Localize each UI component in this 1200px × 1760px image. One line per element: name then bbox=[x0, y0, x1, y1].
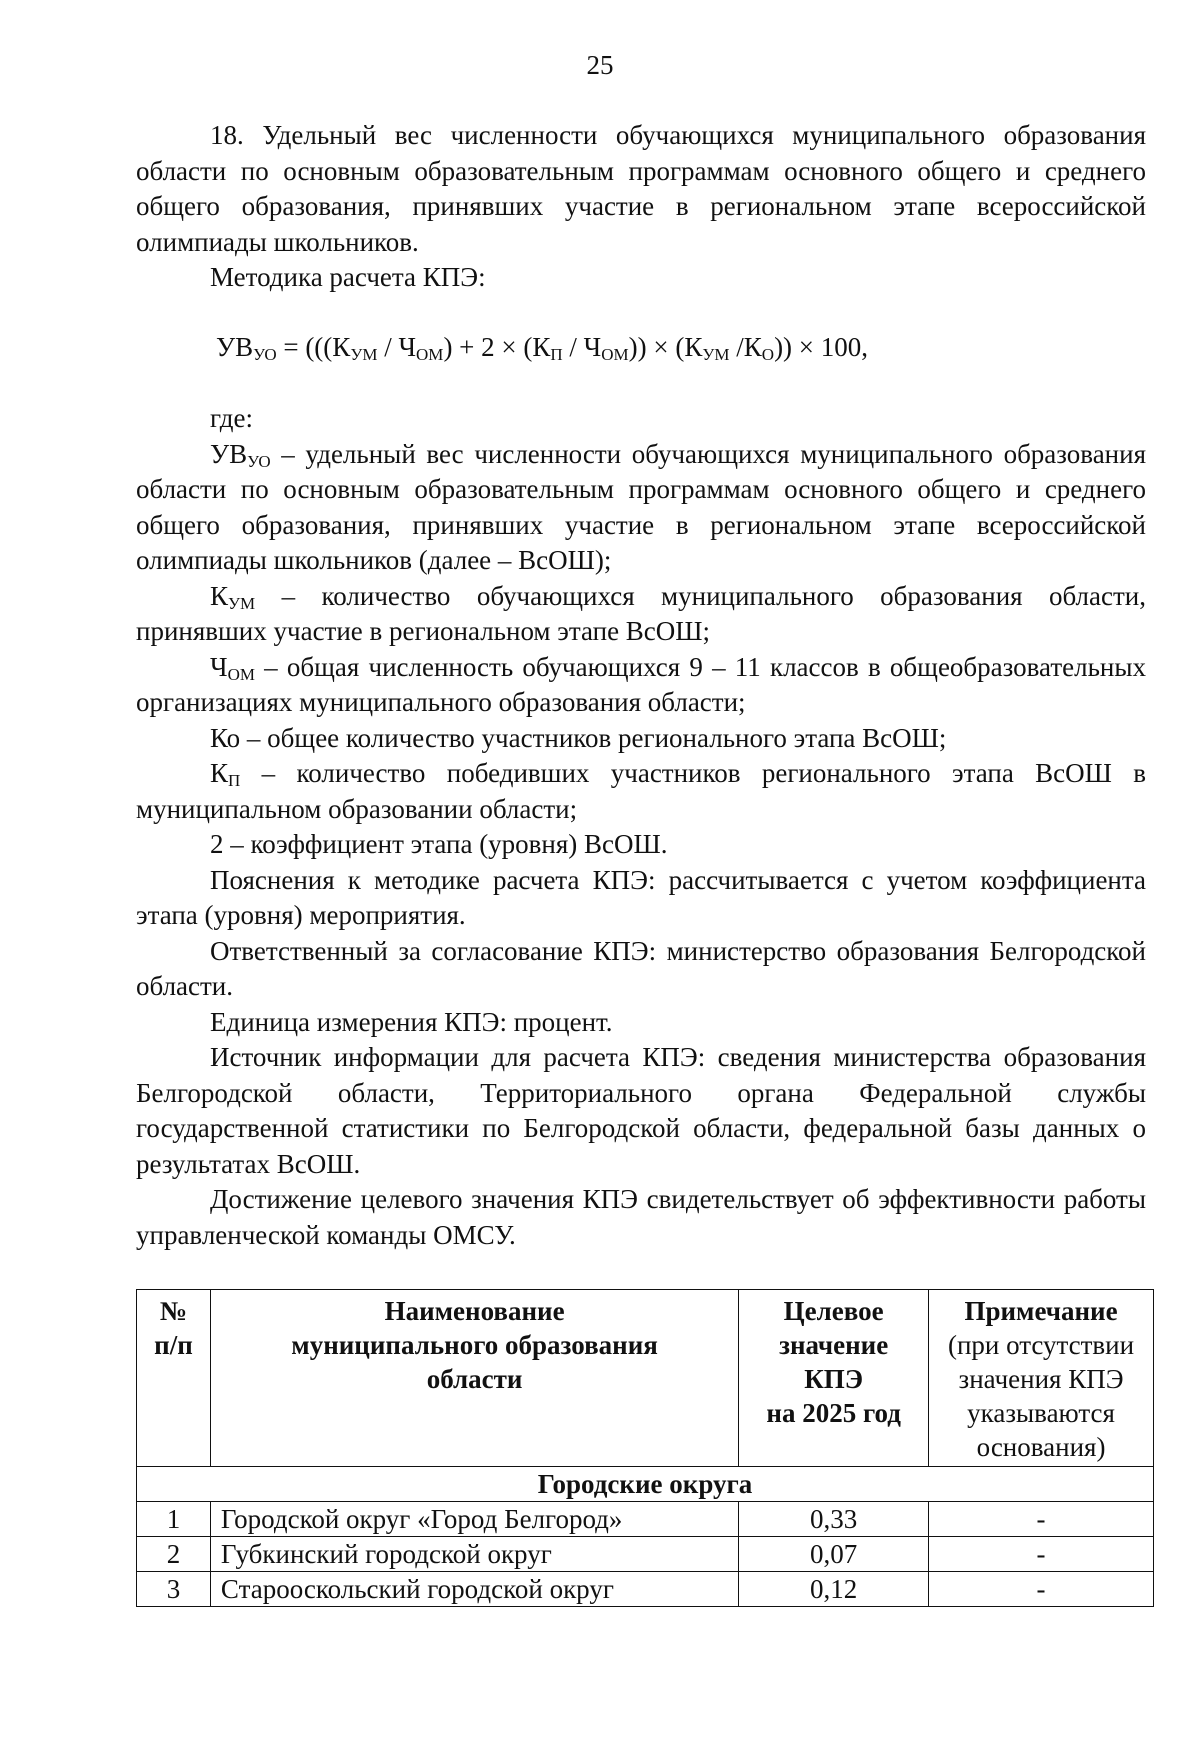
header-number: № п/п bbox=[137, 1290, 211, 1467]
document-body bbox=[136, 118, 1146, 1253]
row-number: 2 bbox=[137, 1537, 211, 1572]
definition-kum: $К_{УМ}$ – количество обучающихся муниципального образования области, принявших участие в региональном этапе ВсОШ; bbox=[136, 580, 1146, 646]
table-header-row bbox=[137, 1290, 1154, 1467]
definition-coefficient: 2 – коэффициент этапа (уровня) ВсОШ. bbox=[210, 829, 668, 859]
header-municipality-name: Наименование муниципального образования области bbox=[210, 1290, 738, 1467]
row-municipality: Городской округ «Город Белгород» bbox=[210, 1502, 738, 1537]
definition-ko: Ко – общее количество участников регионального этапа ВсОШ; bbox=[210, 722, 947, 753]
definition-chom: $Ч_{ОМ}$ – общая численность обучающихся 9 – 11 классов в общеобразовательных организациях муниципального образования области; bbox=[136, 651, 1146, 717]
formula: $УВ_{УО} = (((К_{УМ} / Ч_{ОМ}) + 2 \times (К_П / Ч_{ОМ})) \times (К_{УМ}$ $/К_О)) \times 100$, bbox=[216, 331, 869, 364]
row-note: - bbox=[929, 1537, 1154, 1572]
method-title: Методика расчета КПЭ: bbox=[210, 262, 486, 292]
row-municipality: Старооскольский городской округ bbox=[210, 1572, 738, 1607]
definition-kp: $К_П$ – количество победивших участников регионального этапа ВсОШ в муниципальном образовании области; bbox=[136, 758, 1146, 824]
row-municipality: Губкинский городской округ bbox=[210, 1537, 738, 1572]
achievement-statement: Достижение целевого значения КПЭ свидетельствует об эффективности работы управленческой команды ОМСУ. bbox=[136, 1184, 1146, 1250]
row-note: - bbox=[929, 1572, 1154, 1607]
row-target: 0,12 bbox=[739, 1572, 929, 1607]
table-row bbox=[137, 1502, 1154, 1537]
row-target: 0,07 bbox=[739, 1537, 929, 1572]
table-section-row bbox=[137, 1467, 1154, 1502]
where-label: где: bbox=[210, 403, 253, 433]
information-source: Источник информации для расчета КПЭ: сведения министерства образования Белгородской области, Территориального органа Федеральной службы государственной статистики по Белгородской области, федеральной базы данных о результатах ВсОШ. bbox=[136, 1042, 1146, 1179]
responsible: Ответственный за согласование КПЭ: министерство образования Белгородской области. bbox=[136, 935, 1146, 1001]
definition-uv: $УВ_{УО}$ – удельный вес численности обучающихся муниципального образования области по основным образовательным программам основного общего и среднего общего образования, принявших участие в региональном этапе всероссийской олимпиады школьников (далее – ВсОШ); bbox=[136, 438, 1146, 575]
section-title: Городские округа bbox=[137, 1467, 1154, 1502]
explanations: Пояснения к методике расчета КПЭ: рассчитывается с учетом коэффициента этапа (уровня) мероприятия. bbox=[136, 864, 1146, 930]
header-note: Примечание (при отсутствии значения КПЭ указываются основания) bbox=[929, 1290, 1154, 1467]
row-target: 0,33 bbox=[739, 1502, 929, 1537]
row-number: 3 bbox=[137, 1572, 211, 1607]
row-number: 1 bbox=[137, 1502, 211, 1537]
table-row bbox=[137, 1537, 1154, 1572]
page-number: 25 bbox=[586, 50, 614, 80]
kpe-table bbox=[136, 1289, 1154, 1607]
row-note: - bbox=[929, 1502, 1154, 1537]
header-target-value: Целевое значение КПЭ на 2025 год bbox=[739, 1290, 929, 1467]
unit-of-measure: Единица измерения КПЭ: процент. bbox=[210, 1006, 613, 1037]
table-row bbox=[137, 1572, 1154, 1607]
paragraph-item-18: 18. Удельный вес численности обучающихся муниципального образования области по основным образовательным программам основного общего и среднего общего образования, принявших участие в региональном этапе всероссийской олимпиады школьников. bbox=[136, 120, 1146, 257]
